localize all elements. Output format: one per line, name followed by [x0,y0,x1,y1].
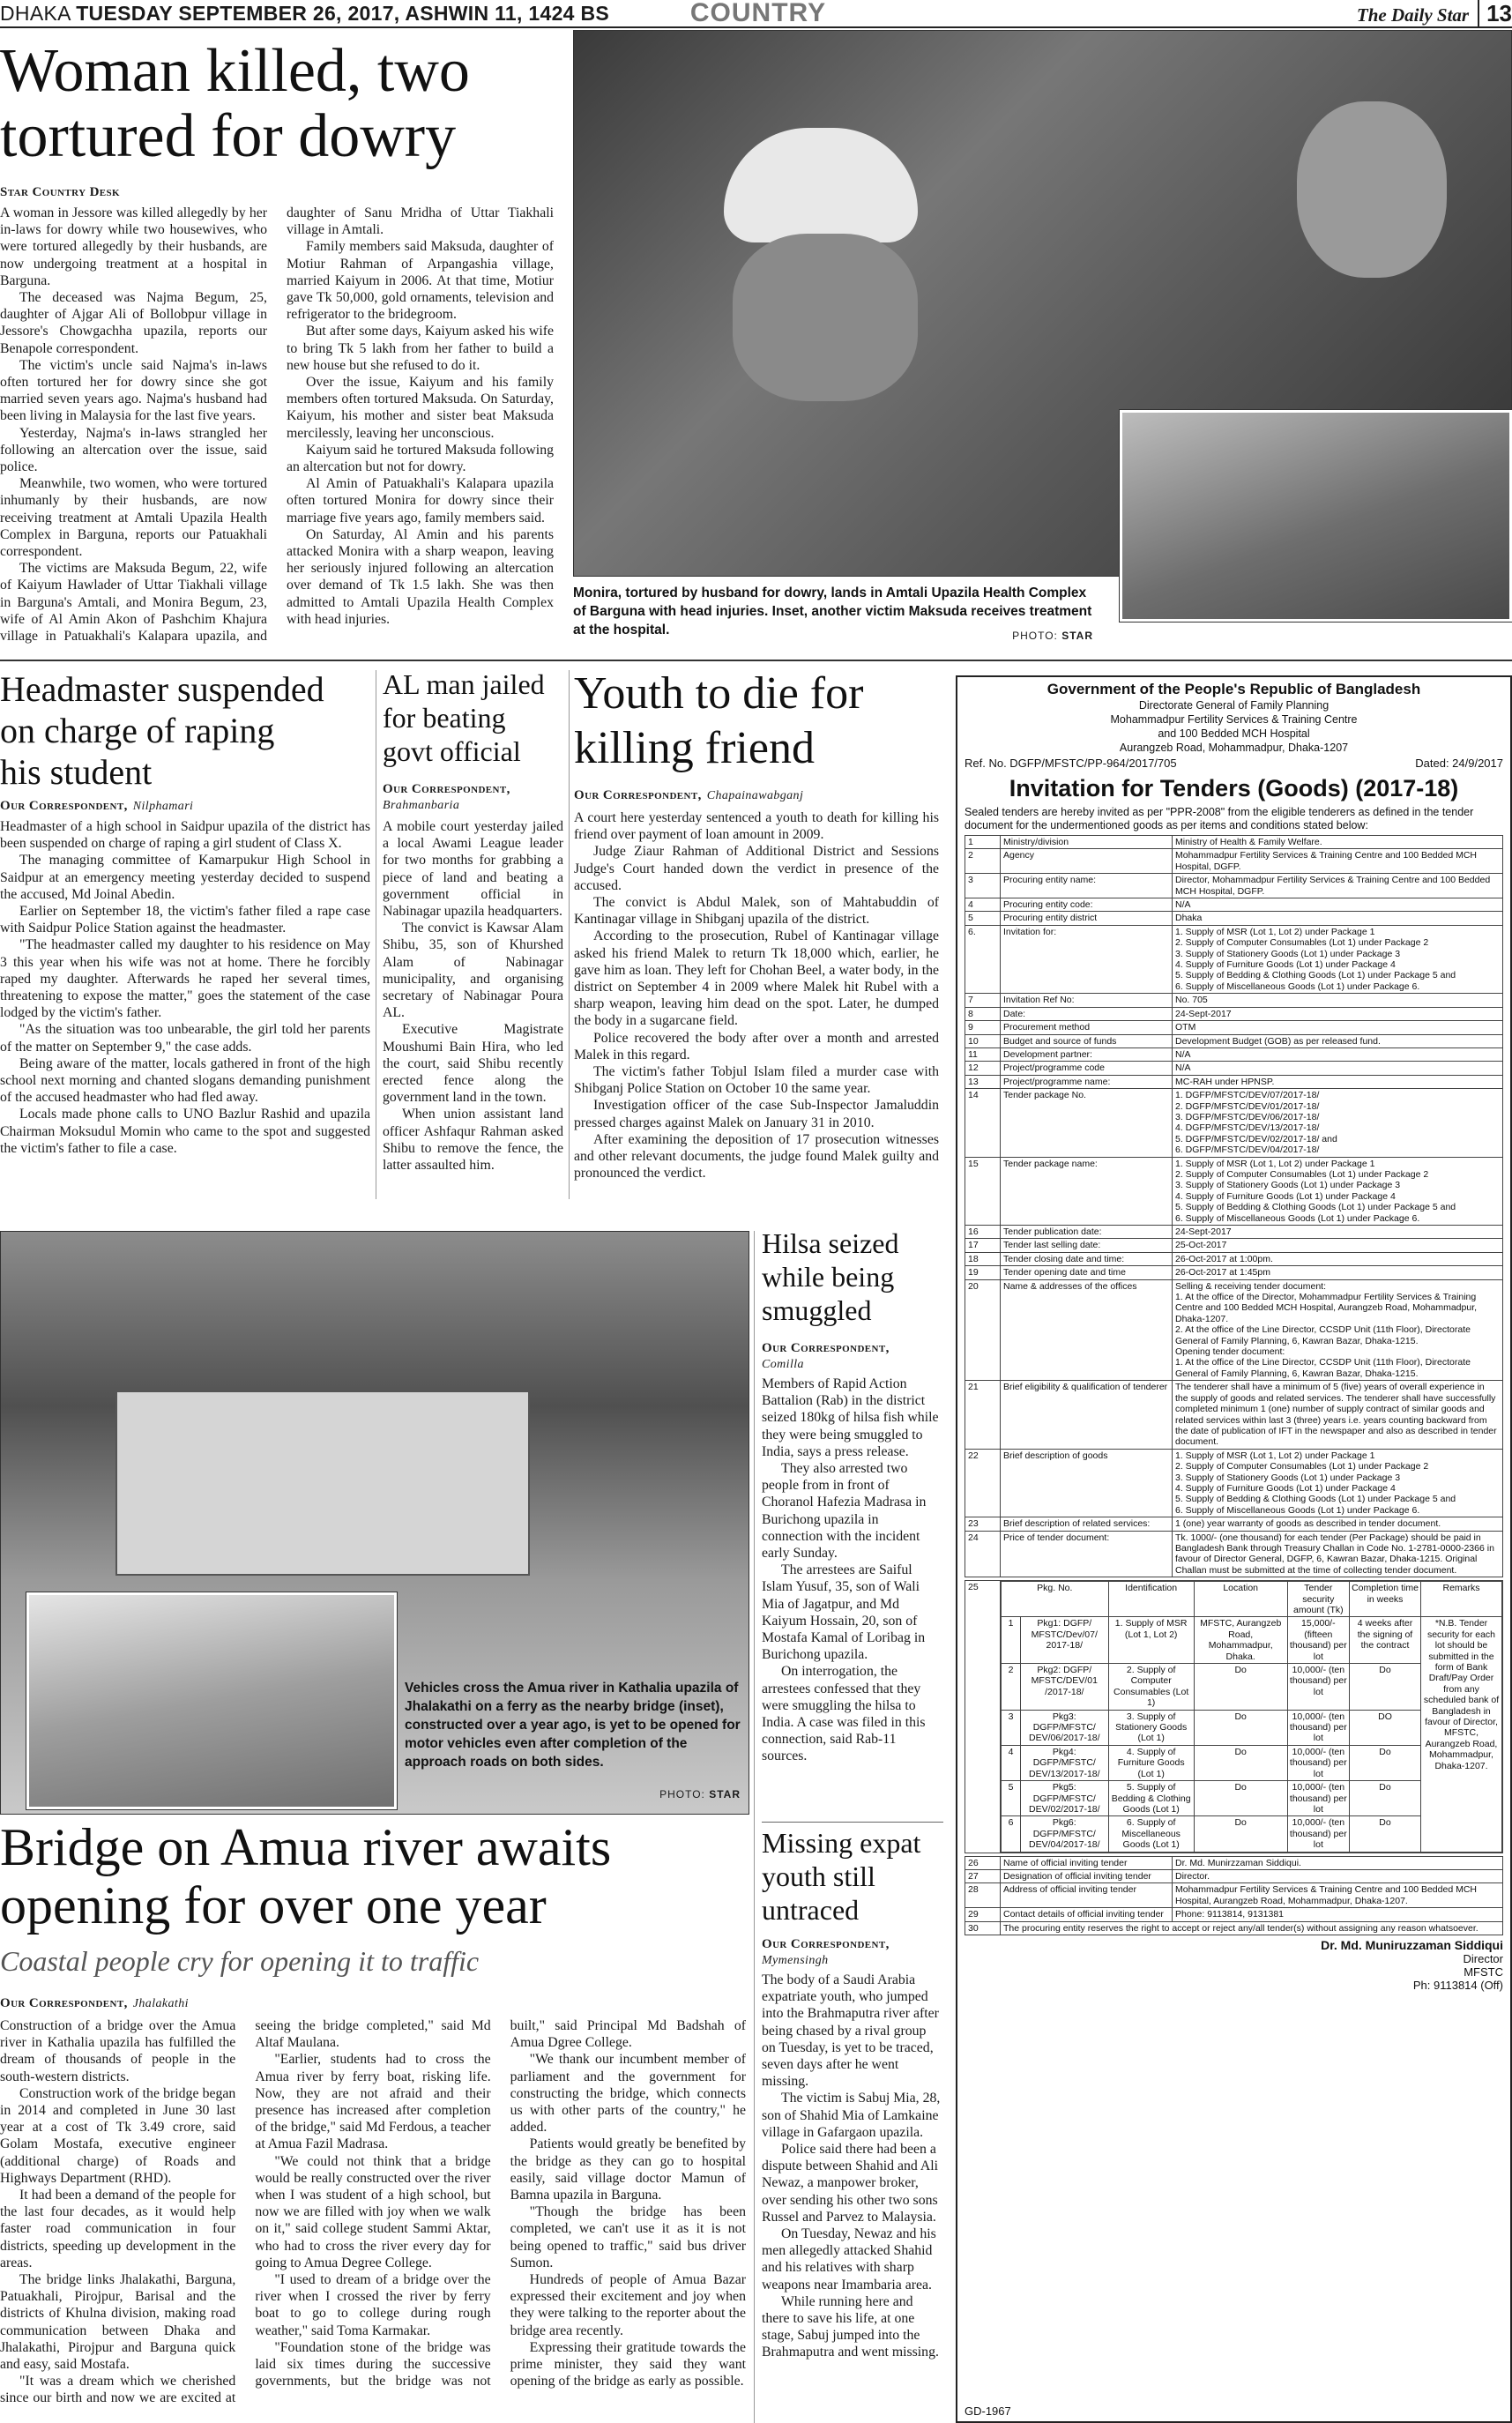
tender-row [965,898,1503,912]
tender-cell: The procuring entity reserves the right to accept or reject any/all tender(s) without assigning any reason whatsoever. [1001,1921,1503,1935]
tender-cell: Phone: 9113814, 9131381 [1173,1908,1503,1921]
story5-byline: Our Correspondent, Comilla [762,1341,890,1371]
tender-cell: 8 [965,1007,1001,1020]
tender-cell: 14 [965,1089,1001,1157]
package-cell: 3. Supply of Stationery Goods (Lot 1) [1108,1710,1194,1745]
paragraph: While running here and there to save his life, at one stage, Sabuj jumped into the Brahmaputra and went missing. [762,2293,939,2360]
tender-cell: Procuring entity name: [1001,874,1173,898]
paragraph: It had been a demand of the people for the last four decades, as it would help faster road communication in four districts, speeding up development in the areas. [0,2188,236,2270]
paragraph: "Though the bridge has been completed, we can't use it as it is not being opened to traffic," said bus driver Sumon. [510,2204,746,2270]
headline-line: smuggled [762,1294,872,1326]
tender-row [965,1449,1503,1517]
tender-row [965,1007,1503,1020]
story3-byline: Our Correspondent, Brahmanbaria [383,782,510,812]
paragraph: Family members said Maksuda, daughter of Motiur Rahman of Arpangashia village, married Kaiyum in 2006. At that time, Motiur gave Tk 50,000, gold ornaments, television and refrigerator to the bridegroom. [287,239,554,323]
tender-cell: Tender closing date and time: [1001,1252,1173,1265]
tender-cell: Procuring entity district [1001,912,1173,925]
paragraph: Executive Magistrate Moushumi Bain Hira, who led the court, said Shibu recently erected fence along the government land in the town. [383,1022,563,1106]
tender-address: Aurangzeb Road, Mohammadpur, Dhaka-1207 [1119,742,1349,754]
package-cell: Do [1350,1745,1421,1780]
tender-row [965,1266,1503,1279]
tender-cell: Tender last selling date: [1001,1239,1173,1252]
paragraph: Kaiyum said he tortured Maksuda following an altercation but not for dowry. [287,442,554,475]
face-shape [1297,101,1447,278]
package-cell: Do [1194,1781,1287,1816]
masthead-right [1357,0,1512,27]
tender-cell: 2 [965,849,1001,874]
tender-hospital: and 100 Bedded MCH Hospital [1158,727,1310,740]
tender-cell: 4 [965,898,1001,912]
tender-cell: Brief description of goods [1001,1449,1173,1517]
tender-row [965,912,1503,925]
tender-cell: 18 [965,1252,1001,1265]
headline-line: tortured for dowry [0,101,457,170]
story7-caption: Vehicles cross the Amua river in Kathalia upazila of Jhalakathi on a ferry as the nearby bridge (inset), constructed over a year ago, is yet to be opened for motor vehicles even after completion of the approach roads on both sides. [405,1681,741,1770]
story4-headline [574,667,944,781]
headline-line: AL man jailed [383,668,545,700]
tender-cell: Development Budget (GOB) as per released fund. [1173,1034,1503,1047]
tender-cell: The tenderer shall have a minimum of 5 (five) years of overall experience in the supply of goods and related services. The tenderer shall have successfully completed minimum 1 (one) number of supply contract of similar goods and related services within last 3 (three) years i.e. years counting backward from the date of publication of IFT in the newspaper and also as described in tender document. [1173,1381,1503,1449]
tender-cell: N/A [1173,898,1503,912]
paragraph: Police said there had been a dispute between Shahid and Ali Newaz, a manpower broker, over sending his other two sons Russel and Parvez to Malaysia. [762,2142,939,2225]
signatory-title: Director [1463,1951,1503,1965]
tender-row [965,1869,1503,1882]
package-header-cell: Remarks [1421,1582,1502,1617]
tender-row [965,1226,1503,1239]
tender-cell: 26-Oct-2017 at 1:00pm. [1173,1252,1503,1265]
photo-credit: PHOTO: STAR [659,1788,741,1800]
tender-row [965,1279,1503,1381]
package-cell: Do [1194,1664,1287,1711]
tender-cell: Tender package No. [1001,1089,1173,1157]
masthead-date: DHAKA TUESDAY SEPTEMBER 26, 2017, ASHWIN 11, 1424 BS [0,2,609,25]
tender-row [965,1075,1503,1088]
story4-byline: Our Correspondent, Chapainawabganj [574,788,804,802]
story6-headline [762,1827,947,1942]
row-number: 25 [965,1581,1001,1853]
package-cell: DO [1350,1710,1421,1745]
tender-cell: 26-Oct-2017 at 1:45pm [1173,1266,1503,1279]
paragraph: Expressing their gratitude towards the prime minister, they said they want opening of the bridge as early as possible. [510,2339,746,2389]
tender-row [965,1531,1503,1577]
tender-cell: Procurement method [1001,1021,1173,1034]
tender-row [965,994,1503,1007]
tender-cell: Selling & receiving tender document: 1. At the office of the Director, Mohammadpur Fertility Services & Training Centre and 100 Bedded MCH Hospital, Aurangzeb Road, Mohammadpur, Dhaka-1207. 2. At the office of the Line Director, CCSDP Unit (11th Floor), Directorate General of Family Planning, 6, Kawran Bazar, Dhaka-1215. Opening tender document: 1. At the office of the Line Director, CCSDP Unit (11th Floor), Directorate General of Family Planning, 6, Kawran Bazar, Dhaka-1215. [1173,1279,1503,1381]
tender-cell: 25-Oct-2017 [1173,1239,1503,1252]
tender-cell: Dr. Md. Munirzzaman Siddiqui. [1173,1856,1503,1869]
tender-cell: Contact details of official inviting tender [1001,1908,1173,1921]
paragraph: Earlier on September 18, the victim's father filed a rape case with Saidpur Police Station against the headmaster. [0,904,370,936]
paragraph: Patients would greatly be benefited by the bridge as they can go to hospital easily, said village doctor Mamun of Bamna upazila in Barguna. [510,2136,746,2203]
package-remarks: *N.B. Tender security for each lot should be submitted in the form of Bank Draft/Pay Order from any scheduled bank of Bangladesh in favour of Director, MFSTC, Aurangzeb Road, Mohammadpur, Dhaka-1207. [1421,1617,1502,1852]
column-rule [569,670,570,1199]
paragraph: Construction of a bridge over the Amua river in Kathalia upazila has fulfilled the dream of thousands of people in the south-western districts. [0,2018,236,2084]
tender-cell: No. 705 [1173,994,1503,1007]
tender-reference: Ref. No. DGFP/MFSTC/PP-964/2017/705 Dated: 24/9/2017 [965,757,1503,770]
paragraph: "It was a dream which we cherished since our birth and now we are excited at seeing the bridge completed," said Md Altaf Maulana. [0,2018,491,2406]
paragraph: On Tuesday, Newaz and his men allegedly attacked Shahid and his relatives with sharp weapons near Imambaria area. [762,2226,936,2293]
package-cell: Do [1350,1664,1421,1711]
paragraph: The convict is Abdul Malek, son of Mahtabuddin of Kantinagar village in Shibganj upazila of the district. [574,895,939,928]
photo-inset-bridge [26,1592,397,1809]
paragraph: The arrestees are Saiful Islam Yusuf, 35, son of Wali Mia of Jagatpur, and Md Kaiyum Hossain, 20, son of Mostafa Kamal of Loribag in Burichong upazila. [762,1562,926,1663]
tender-cell: Project/programme code [1001,1062,1173,1075]
tender-cell: Name of official inviting tender [1001,1856,1173,1869]
paragraph: A mobile court yesterday jailed a local Awami League leader for two months for grabbing a piece of land and beating a government official in Nabinagar upazila headquarters. [383,819,563,920]
paragraph: The victims are Maksuda Begum, 22, wife of Kaiyum Hawlader of Uttar Tiakhali village in Barguna's Amtali, and Monira Begum, 23, wife of Al Amin Akon of Pashchim Khajura village in Patuakhali's Kalapara upazila, and daughter of Sanu Mridha of Uttar Tiakhali village in Amtali. [0,205,554,645]
tender-intro: Sealed tenders are hereby invited as per "PPR-2008" from the eligible tenderers as defined in the tender document for the undermentioned goods as per items and conditions stated below: [965,806,1474,831]
tender-cell: 6. [965,925,1001,993]
tender-cell: Brief description of related services: [1001,1517,1173,1531]
tender-cell: 16 [965,1226,1001,1239]
tender-cell: Tender publication date: [1001,1226,1173,1239]
story3-headline [383,668,563,783]
headline-line: Headmaster suspended [0,669,324,709]
tender-cell: Mohammadpur Fertility Services & Training Centre and 100 Bedded MCH Hospital, Aurangzeb Road, Mohammadpur, Dhaka-1207. [1173,1883,1503,1908]
tender-cell: 20 [965,1279,1001,1381]
signatory-name: Dr. Md. Muniruzzaman Siddiqui [1321,1937,1503,1952]
tender-advertisement [956,675,1512,2423]
tender-cell: OTM [1173,1021,1503,1034]
package-header-cell: Pkg. No. [1002,1582,1109,1617]
headline-line: youth still [762,1860,875,1892]
paragraph: "We could not think that a bridge would be really constructed over the river when I was student of a high school, but now we are filled with joy when we walk on it," said college student Sammi Aktar, who had to cross the river every day for going to Amua Degree College. [255,2153,491,2270]
story1-headline [0,39,569,180]
column-rule [754,1231,755,2423]
tender-cell: Director, Mohammadpur Fertility Services & Training Centre and 100 Bedded MCH Hospital, DGFP. [1173,874,1503,898]
tender-cell: 29 [965,1908,1001,1921]
tender-cell: 24-Sept-2017 [1173,1007,1503,1020]
tender-row [965,1089,1503,1157]
tender-cell: N/A [1173,1062,1503,1075]
tender-cell: Dhaka [1173,912,1503,925]
package-header-cell: Location [1194,1582,1287,1617]
story2-headline [0,668,370,801]
paragraph: When union assistant land officer Ashfaqur Rahman asked Shibu to remove the fence, the latter assaulted him. [383,1107,563,1174]
headline-line: while being [762,1260,895,1293]
tender-cell: 1. Supply of MSR (Lot 1, Lot 2) under Package 1 2. Supply of Computer Consumables (Lot 1) under Package 2 3. Supply of Stationery Goods (Lot 1) under Package 3 4. Supply of Furniture Goods (Lot 1) under Package 4 5. Supply of Bedding & Clothing Goods (Lot 1) under Package 5 and 6. Supply of Miscellaneous Goods (Lot 1) under Package 6. [1173,1449,1503,1517]
tender-cell: Agency [1001,849,1173,874]
package-cell: 6. Supply of Miscellaneous Goods (Lot 1) [1108,1816,1194,1852]
tender-cell: 1 (one) year warranty of goods as described in tender document. [1173,1517,1503,1531]
paragraph: The deceased was Najma Begum, 25, daughter of Ajgar Ali of Bollobpur village in Jessore's Chowgachha upazila, reports our Benapole correspondent. [0,290,267,356]
face-shape [733,234,918,401]
paragraph: Headmaster of a high school in Saidpur upazila of the district has been suspended on charge of raping a girl student of Class X. [0,819,370,852]
story5-body [762,1376,942,1799]
tender-cell: Project/programme name: [1001,1075,1173,1088]
tender-row [965,1157,1503,1225]
tender-cell: 10 [965,1034,1001,1047]
tender-cell: 12 [965,1062,1001,1075]
package-cell: Pkg5: DGFP/MFSTC/ DEV/02/2017-18/ [1021,1781,1109,1816]
tender-row [965,1517,1503,1531]
package-header-cell: Identification [1108,1582,1194,1617]
headline-line: untraced [762,1893,860,1926]
headline-line: govt official [383,734,521,767]
package-table [1001,1581,1502,1852]
paragraph: The bridge links Jhalakathi, Barguna, Patuakhali, Pirojpur, Barisal and the districts of Khulna division, making road communication between Dhaka and Jhalakathi, Pirojpur and Barguna quick and easy, said Mostafa. [0,2272,236,2373]
paragraph: Construction work of the bridge began in 2014 and completed in June 30 last year at a cost of Tk 3.49 crore, said Golam Mostafa, executive engineer (additional charge) of Roads and Highways Department (RHD). [0,2085,236,2186]
paragraph: The managing committee of Kamarpukur High School in Saidpur at an emergency meeting yesterday decided to suspend the accused, Md Joinal Abedin. [0,853,370,902]
headline-line: for beating [383,701,506,734]
paragraph: Meanwhile, two women, who were tortured inhumanly by their husbands, are now receiving treatment at Amtali Upazila Health Complex in Barguna, reports our Patuakhali correspondent. [0,476,267,560]
headline-line: Woman killed, two [0,39,470,105]
paragraph: On Saturday, Al Amin and his parents attacked Monira with a sharp weapon, leaving her seriously injured following an altercation over demand of Tk 1.5 lakh. She was then admitted to Amtali Upazila Health Complex with head injuries. [287,526,554,627]
package-header-cell: Completion time in weeks [1350,1582,1421,1617]
tender-title: Invitation for Tenders (Goods) (2017-18) [1009,775,1459,801]
tender-row [965,1062,1503,1075]
paragraph: "We thank our incumbent member of parliament and the government for constructing the bridge, which connects us with other parts of the country," he added. [510,2052,746,2136]
story6-body [762,1972,942,2423]
tender-directorate: Directorate General of Family Planning [1138,699,1330,712]
package-cell: Do [1194,1816,1287,1852]
tender-cell: Tender opening date and time [1001,1266,1173,1279]
package-cell: 10,000/- (ten thousand) per lot [1287,1664,1349,1711]
tender-row [965,1921,1503,1935]
tender-cell: Brief eligibility & qualification of tenderer [1001,1381,1173,1449]
paper-logo: The Daily Star [1356,4,1470,26]
tender-row [965,1021,1503,1034]
tender-cell: N/A [1173,1047,1503,1061]
tender-cell: 1. DGFP/MFSTC/DEV/07/2017-18/ 2. DGFP/MFSTC/DEV/01/2017-18/ 3. DGFP/MFSTC/DEV/06/2017-18/ 4. DGFP/MFSTC/DEV/13/2017-18/ 5. DGFP/MFSTC/DEV/02/2017-18/ and 6. DGFP/MFSTC/DEV/04/2017-18/ [1173,1089,1503,1157]
tender-details-table-2 [965,1856,1503,1935]
tender-cell: Mohammadpur Fertility Services & Training Centre and 100 Bedded MCH Hospital, DGFP. [1173,849,1503,874]
paragraph: Al Amin of Patuakhali's Kalapara upazila often tortured Monira for dowry since their marriage five years ago, family members said. [287,476,554,526]
paragraph: Over the issue, Kaiyum and his family members often tortured Maksuda. On Saturday, Kaiyum, his mother and sister beat Maksuda mercilessly, leaving her unconscious. [287,375,554,441]
package-cell: 1 [1002,1617,1021,1664]
paragraph: Members of Rapid Action Battalion (Rab) in the district seized 180kg of hilsa fish while they were being smuggled to India, says a press release. [762,1376,939,1459]
tender-signature [965,1939,1503,1992]
tender-cell: Budget and source of funds [1001,1034,1173,1047]
tender-cell: Ministry of Health & Family Welfare. [1173,836,1503,849]
paragraph: "As the situation was too unbearable, the girl told her parents of the matter on September 9," the case adds. [0,1022,370,1055]
paragraph: They also arrested two people from in front of Choranol Hafezia Madrasa in Burichong upazila in connection with the incident early Sunday. [762,1461,927,1562]
paragraph: "Foundation stone of the bridge was laid six times during the successive governments, but the bridge was not built," said Principal Md Badshah of Amua Dgree College. [255,2018,746,2389]
tender-cell: Director. [1173,1869,1503,1882]
paragraph: "The headmaster called my daughter to his residence on May 3 this year when his wife was not at home. There he forcibly raped my daughter. Afterwards he raped her several times, threatening to expose the matter," goes the statement of the case lodged by the victim's father. [0,937,370,1021]
paragraph: The victim's father Tobjul Islam filed a murder case with Shibganj Police Station on October 10 the same year. [574,1064,939,1097]
tender-row [965,925,1503,993]
headline-line: Youth to die for [574,668,864,719]
paragraph: Hundreds of people of Amua Bazar expressed their excitement and joy when they were talking to the reporter about the bridge area recently. [510,2272,746,2338]
tender-row [965,1883,1503,1908]
tender-row [965,874,1503,898]
photo-inset-maksuda [1120,410,1512,622]
package-cell: 6 [1002,1816,1021,1852]
package-cell: Pkg6: DGFP/MFSTC/ DEV/04/2017-18/ [1021,1816,1109,1852]
package-cell: Pkg3: DGFP/MFSTC/ DEV/06/2017-18/ [1021,1710,1109,1745]
package-cell: 4 weeks after the signing of the contract [1350,1617,1421,1664]
tender-cell: Invitation for: [1001,925,1173,993]
package-cell: MFSTC, Aurangzeb Road, Mohammadpur, Dhaka. [1194,1617,1287,1664]
tender-cell: Address of official inviting tender [1001,1883,1173,1908]
package-cell: 3 [1002,1710,1021,1745]
story7-body [0,2017,746,2423]
tender-cell: 7 [965,994,1001,1007]
headline-line: Bridge on Amua river awaits [0,1818,612,1876]
section-name: COUNTRY [689,0,827,27]
headline-line: Missing expat [762,1827,921,1859]
package-header-row [1002,1582,1502,1617]
headline-line: Hilsa seized [762,1227,899,1259]
tender-row [965,1908,1503,1921]
tender-cell: 21 [965,1381,1001,1449]
paragraph: A woman in Jessore was killed allegedly by her in-laws for dowry while two housewives, who were tortured allegedly by their husbands, are now undergoing treatment at a hospital in Barguna. [0,205,267,288]
story4-body [574,809,939,1202]
tender-cell: 1 [965,836,1001,849]
tender-cell: 9 [965,1021,1001,1034]
signatory-org: MFSTC [1464,1964,1503,1979]
tender-package-row [965,1580,1503,1853]
tender-cell: 22 [965,1449,1001,1517]
tender-cell: Date: [1001,1007,1173,1020]
tender-row [965,1047,1503,1061]
paragraph: The convict is Kawsar Alam Shibu, 35, son of Khurshed Alam of Nabinagar municipality, and organising secretary of Nabinagar Poura AL. [383,921,563,1021]
story7-subhead: Coastal people cry for opening it to traffic [0,1945,480,1977]
paragraph: The victim's uncle said Najma's in-laws often tortured her for dowry since she got married seven years ago. Najma's husband had been living in Malaysia for the last five years. [0,357,267,424]
paragraph: Yesterday, Najma's in-laws strangled her following an altercation over the issue, said police. [0,425,267,475]
tender-cell: 13 [965,1075,1001,1088]
ferry-shape [115,1390,530,1576]
tender-row [965,1856,1503,1869]
package-cell: 1. Supply of MSR (Lot 1, Lot 2) [1108,1617,1194,1664]
tender-cell: 28 [965,1883,1001,1908]
package-row [1002,1617,1502,1664]
package-cell: Pkg1: DGFP/ MFSTC/Dev/07/ 2017-18/ [1021,1617,1109,1664]
tender-cell: 27 [965,1869,1001,1882]
paragraph: Investigation officer of the case Sub-Inspector Jamaluddin pressed charges against Malek on January 31 in 2010. [574,1098,939,1130]
story1-body [0,205,554,645]
package-cell: 10,000/- (ten thousand) per lot [1287,1781,1349,1816]
tender-cell: Designation of official inviting tender [1001,1869,1173,1882]
headline-line: on charge of raping [0,711,275,751]
tender-row [965,836,1503,849]
tender-cell: Procuring entity code: [1001,898,1173,912]
package-cell: Pkg2: DGFP/ MFSTC/DEV/01 /2017-18/ [1021,1664,1109,1711]
story-divider [762,1822,943,1823]
package-cell: Do [1350,1781,1421,1816]
package-cell: 2 [1002,1664,1021,1711]
tender-row [965,1252,1503,1265]
tender-cell: 30 [965,1921,1001,1935]
paragraph: On interrogation, the arrestees confessed that they were smuggling the hilsa to India. A case was filed in this connection, said Rab-11 sources. [762,1664,926,1764]
tender-cell: Development partner: [1001,1047,1173,1061]
package-cell: Pkg4: DGFP/MFSTC/ DEV/13/2017-18/ [1021,1745,1109,1780]
tender-cell: 24 [965,1531,1001,1577]
tender-cell: 24-Sept-2017 [1173,1226,1503,1239]
paragraph: Being aware of the matter, locals gathered in front of the high school next morning and chanted slogans demanding punishment of the accused headmaster who had fled away. [0,1055,370,1106]
tender-cell: 5 [965,912,1001,925]
tender-details-table [965,835,1503,1577]
tender-cell: 1. Supply of MSR (Lot 1, Lot 2) under Package 1 2. Supply of Computer Consumables (Lot 1) under Package 2 3. Supply of Stationery Goods (Lot 1) under Package 3 4. Supply of Furniture Goods (Lot 1) under Package 4 5. Supply of Bedding & Clothing Goods (Lot 1) under Package 5 and 6. Supply of Miscellaneous Goods (Lot 1) under Package 6. [1173,1157,1503,1225]
tender-centre: Mohammadpur Fertility Services & Training Centre [1110,713,1358,726]
section-divider [0,660,1512,661]
story1-caption: Monira, tortured by husband for dowry, lands in Amtali Upazila Health Complex of Barguna with head injuries. Inset, another victim Maksuda receives treatment at the hospital. [573,585,1092,637]
paragraph: The victim is Sabuj Mia, 28, son of Shahid Mia of Lamkaine village in Gafargaon upazila. [762,2091,941,2140]
masthead [0,0,1512,28]
ad-code: GD-1967 [965,2404,1011,2418]
story6-byline: Our Correspondent, Mymensingh [762,1937,890,1967]
paragraph: According to the prosecution, Rubel of Kantinagar village asked his friend Malek to return Tk 18,000 which, earlier, he gave him as loan. They left for Chohan Beel, a water body, in the district on September 4 in 2009 where Malek hit Rubel with a sharp weapon, leaving him dead on the spot. Later, he dumped the body in a sugarcane field. [574,928,939,1029]
package-cell: 4. Supply of Furniture Goods (Lot 1) [1108,1745,1194,1780]
package-cell: 10,000/- (ten thousand) per lot [1287,1745,1349,1780]
paragraph: Judge Ziaur Rahman of Additional District and Sessions Judge's Court handed down the verdict in presence of the accused. [574,844,939,893]
package-cell: 2. Supply of Computer Consumables (Lot 1) [1108,1664,1194,1711]
paragraph: But after some days, Kaiyum asked his wife to bring Tk 5 lakh from her father to build a new house but she refused to do it. [287,324,554,373]
tender-row [965,1239,1503,1252]
tender-cell: 15 [965,1157,1001,1225]
headline-line: killing friend [574,723,815,774]
headline-line: his student [0,752,153,793]
story7-byline: Our Correspondent, Jhalakathi [0,1996,189,2010]
tender-cell: Name & addresses of the offices [1001,1279,1173,1381]
package-cell: 10,000/- (ten thousand) per lot [1287,1816,1349,1852]
package-cell: Do [1350,1816,1421,1852]
story3-body [383,818,563,1197]
tender-row [965,849,1503,874]
photo-credit: PHOTO: STAR [1012,630,1093,642]
paragraph: The body of a Saudi Arabia expatriate youth, who jumped into the Brahmaputra river after being chased by a rival group on Tuesday, is yet to be traced, seven days after he went missing. [762,1972,939,2090]
tender-cell: Tender package name: [1001,1157,1173,1225]
tender-cell: Price of tender document: [1001,1531,1173,1577]
package-cell: Do [1194,1745,1287,1780]
paragraph: "Earlier, students had to cross the Amua river by ferry boat, risking life. Now, they are not afraid and their presence has increased after completion of the bridge," said Md Ferdous, a teacher at Amua Fazil Madrasa. [255,2052,491,2152]
tender-cell: 11 [965,1047,1001,1061]
paragraph: Police recovered the body after over a month and arrested Malek in this regard. [574,1030,939,1062]
package-header-cell: Tender security amount (Tk) [1287,1582,1349,1617]
story1-byline: Star Country Desk [0,185,121,199]
story5-headline [762,1227,947,1342]
signatory-phone: Ph: 9113814 (Off) [1412,1978,1503,1992]
tender-row [965,1034,1503,1047]
paragraph: Locals made phone calls to UNO Bazlur Rashid and upazila Chairman Moksudul Momin who came to the spot and suggested the victim's father to file a case. [0,1107,370,1156]
tender-cell: 17 [965,1239,1001,1252]
story2-byline: Our Correspondent, Nilphamari [0,799,194,813]
tender-cell: 19 [965,1266,1001,1279]
headline-line: opening for over one year [0,1876,547,1935]
tender-government: Government of the People's Republic of Bangladesh [1046,681,1421,697]
story7-headline [0,1818,749,1942]
package-cell: 5. Supply of Bedding & Clothing Goods (Lot 1) [1108,1781,1194,1816]
bandage-shape [724,128,918,242]
tender-cell: 1. Supply of MSR (Lot 1, Lot 2) under Package 1 2. Supply of Computer Consumables (Lot 1) under Package 2 3. Supply of Stationery Goods (Lot 1) under Package 3 4. Supply of Furniture Goods (Lot 1) under Package 4 5. Supply of Bedding & Clothing Goods (Lot 1) under Package 5 and 6. Supply of Miscellaneous Goods (Lot 1) under Package 6. [1173,925,1503,993]
tender-cell: Invitation Ref No: [1001,994,1173,1007]
paragraph: "I used to dream of a bridge over the river when I crossed the river by ferry boat to go to college during rough weather," said Toma Karmakar. [255,2272,491,2338]
paragraph: A court here yesterday sentenced a youth to death for killing his friend over payment of loan amount in 2009. [574,810,939,843]
tender-cell: Ministry/division [1001,836,1173,849]
package-cell: Do [1194,1710,1287,1745]
package-cell: 5 [1002,1781,1021,1816]
tender-row [965,1381,1503,1449]
tender-cell: Tk. 1000/- (one thousand) for each tender (Per Package) should be paid in Bangladesh Bank through Treasury Challan in Code No. 1-2781-0000-2366 in favour of Director General, DGFP, 6, Kawran Bazar, Dhaka-1215. Original Challan must be submitted at the time of collecting tender document. [1173,1531,1503,1577]
tender-cell: 3 [965,874,1001,898]
package-cell: 4 [1002,1745,1021,1780]
package-cell: 10,000/- (ten thousand) per lot [1287,1710,1349,1745]
story2-body [0,818,370,1197]
page-number: 13 [1478,0,1512,26]
tender-cell: 26 [965,1856,1001,1869]
package-cell: 15,000/- (fifteen thousand) per lot [1287,1617,1349,1664]
paragraph: After examining the deposition of 17 prosecution witnesses and other relevant documents, the judge found Malek guilty and pronounced the verdict. [574,1131,939,1182]
tender-cell: MC-RAH under HPNSP. [1173,1075,1503,1088]
tender-cell: 23 [965,1517,1001,1531]
